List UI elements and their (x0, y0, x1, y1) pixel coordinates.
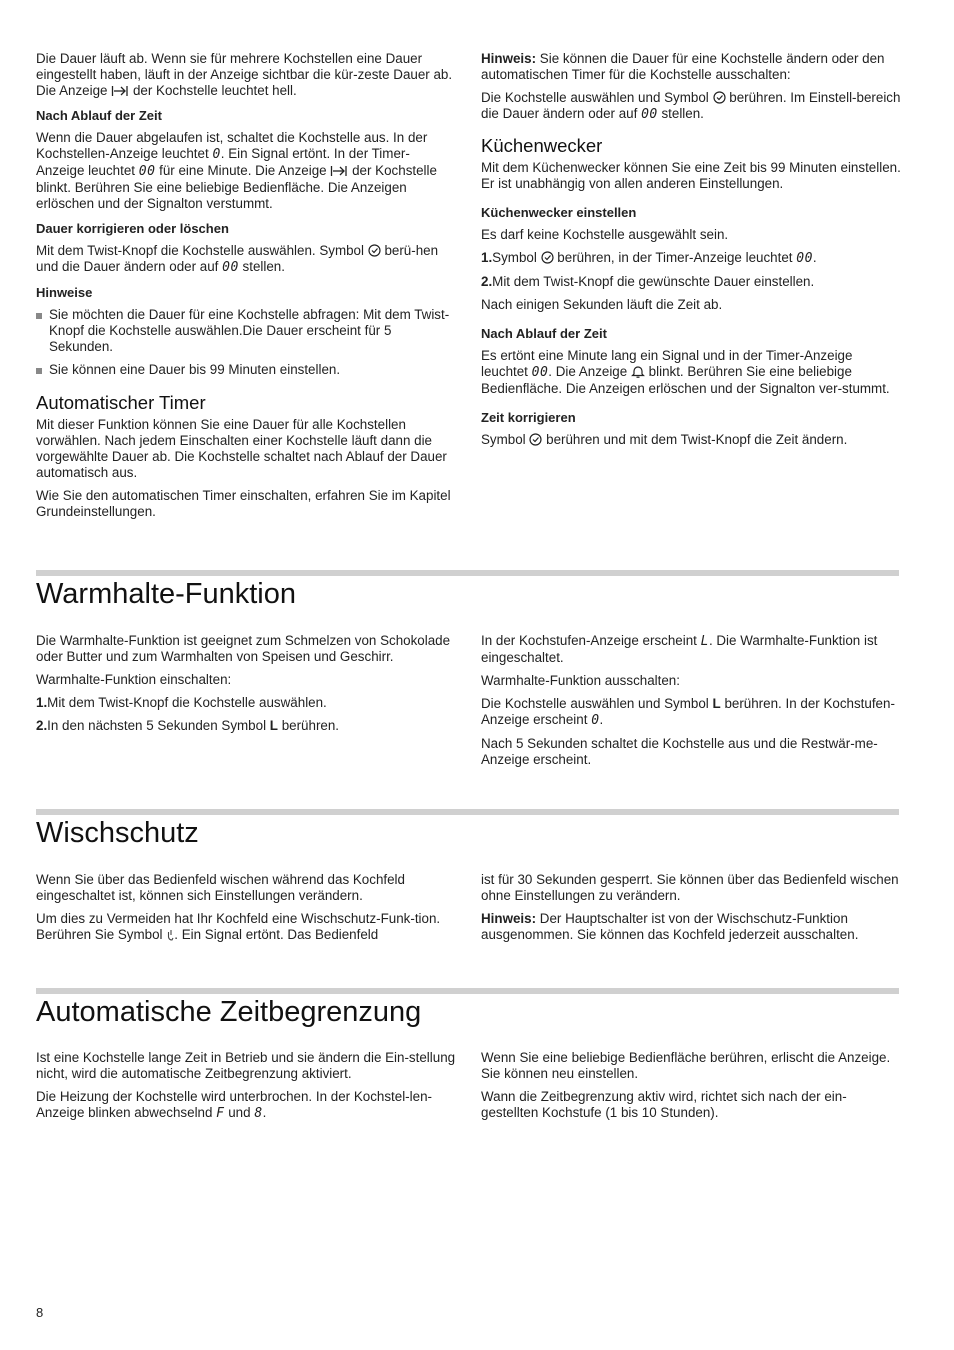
paragraph: Warmhalte-Funktion einschalten: (36, 672, 232, 687)
timer-clock-icon (368, 244, 381, 257)
subheading-nach-ablauf: Nach Ablauf der Zeit (36, 108, 162, 123)
timer-clock-icon (541, 251, 554, 264)
section-title-warmhalte: Warmhalte-Funktion (36, 578, 297, 610)
wischschutz-left-column (36, 872, 456, 950)
bullet-list (36, 307, 456, 378)
paragraph: Symbol berühren und mit dem Twist-Knopf die Zeit ändern. (481, 432, 848, 447)
paragraph: Warmhalte-Funktion ausschalten: (481, 673, 680, 688)
paragraph: Mit dem Küchenwecker können Sie eine Zeit bis 99 Minuten einstellen. Er ist unabhängig von allen anderen Einstellungen. (481, 160, 901, 191)
warmhalte-left-column (36, 633, 456, 741)
duration-arrow-icon (330, 165, 348, 177)
display-symbol: 0 (212, 147, 221, 162)
paragraph: Es darf keine Kochstelle ausgewählt sein. (481, 227, 729, 242)
display-symbol: 0 (591, 713, 600, 728)
section-divider (36, 570, 899, 576)
top-left-column (36, 51, 456, 527)
paragraph: Wenn Sie über das Bedienfeld wischen während das Kochfeld eingeschaltet ist, können sich Einstellungen verändern. (36, 872, 405, 903)
warm-symbol: L (269, 718, 278, 733)
paragraph: Ist eine Kochstelle lange Zeit in Betrieb und sie ändern die Ein-stellung nicht, wird die automatische Zeitbegrenzung aktiviert. (36, 1050, 456, 1081)
paragraph: Hinweis: Sie können die Dauer für eine Kochstelle ändern oder den automatischen Timer für die Kochstelle ausschalten: (481, 51, 885, 82)
warm-symbol: L (712, 696, 721, 711)
display-symbol: 00 (138, 164, 156, 179)
paragraph: Mit dem Twist-Knopf die Kochstelle auswählen. Symbol berü-hen und die Dauer ändern oder auf 00 stellen. (36, 243, 439, 275)
top-right-column (481, 51, 901, 455)
numbered-list (36, 695, 456, 734)
display-symbol: 00 (641, 107, 658, 122)
list-item: 1.Symbol berühren, in der Timer-Anzeige leuchtet 00. (481, 250, 817, 266)
paragraph: Um dies zu Vermeiden hat Ihr Kochfeld eine Wischschutz-Funk-tion. Berühren Sie Symbol . Ein Signal ertönt. Das Bedienfeld (36, 911, 441, 942)
paragraph: Die Warmhalte-Funktion ist geeignet zum Schmelzen von Schokolade oder Butter und zum Warmhalten von Speisen und Geschirr. (36, 633, 451, 664)
list-item: 2.Mit dem Twist-Knopf die gewünschte Dauer einstellen. (481, 274, 815, 289)
paragraph: ist für 30 Sekunden gesperrt. Sie können über das Bedienfeld wischen ohne Einstellungen zu verändern. (481, 872, 899, 903)
bell-icon (631, 365, 645, 378)
paragraph: Wenn Sie eine beliebige Bedienfläche berühren, erlischt die Anzeige. Sie können neu einstellen. (481, 1050, 891, 1081)
page-number: 8 (36, 1305, 44, 1320)
display-symbol: F (216, 1106, 225, 1121)
section-title-zeitbegrenzung: Automatische Zeitbegrenzung (36, 996, 422, 1028)
display-symbol: L (700, 634, 709, 649)
paragraph: Hinweis: Der Hauptschalter ist von der Wischschutz-Funktion ausgenommen. Sie können das Kochfeld jederzeit ausschalten. (481, 911, 859, 942)
zeitbegrenzung-right-column (481, 1050, 901, 1128)
section-divider (36, 988, 899, 994)
paragraph: Die Kochstelle auswählen und Symbol berühren. Im Einstell-bereich die Dauer ändern oder auf 00 stellen. (481, 90, 901, 122)
display-symbol: 8 (254, 1106, 263, 1121)
wischschutz-right-column (481, 872, 901, 950)
display-symbol: 00 (531, 365, 549, 380)
display-symbol: 00 (222, 260, 239, 275)
paragraph: Die Heizung der Kochstelle wird unterbrochen. In der Kochstel-len-Anzeige blinken abwechselnd F und 8. (36, 1089, 432, 1121)
list-item: Sie können eine Dauer bis 99 Minuten einstellen. (36, 362, 456, 378)
paragraph: Wann die Zeitbegrenzung aktiv wird, richtet sich nach der ein-gestellten Kochstufe (1 bis 10 Stunden). (481, 1089, 847, 1120)
list-item: 1.Mit dem Twist-Knopf die Kochstelle auswählen. (36, 695, 327, 710)
subheading-nach-ablauf: Nach Ablauf der Zeit (481, 326, 607, 341)
paragraph: Wie Sie den automatischen Timer einschalten, erfahren Sie im Kapitel Grundeinstellungen. (36, 488, 451, 519)
list-item: Sie möchten die Dauer für eine Kochstelle abfragen: Mit dem Twist-Knopf die Kochstelle auswählen.Die Dauer erscheint für 5 Sekunden. (36, 307, 456, 355)
display-symbol: 00 (796, 251, 813, 266)
warmhalte-right-column (481, 633, 901, 775)
paragraph: Nach einigen Sekunden läuft die Zeit ab. (481, 297, 723, 312)
list-item: 2.In den nächsten 5 Sekunden Symbol L berühren. (36, 718, 340, 733)
section-title-wischschutz: Wischschutz (36, 817, 199, 849)
duration-arrow-icon (111, 85, 129, 97)
timer-clock-icon (713, 91, 726, 104)
paragraph: Die Kochstelle auswählen und Symbol L berühren. In der Kochstufen-Anzeige erscheint 0. (481, 696, 895, 728)
section-divider (36, 809, 899, 815)
timer-clock-icon (529, 433, 542, 446)
paragraph: Nach 5 Sekunden schaltet die Kochstelle aus und die Restwär-me-Anzeige erscheint. (481, 736, 878, 767)
subheading-kuechenwecker-einstellen: Küchenwecker einstellen (481, 205, 637, 220)
paragraph: In der Kochstufen-Anzeige erscheint L. Die Warmhalte-Funktion ist eingeschaltet. (481, 633, 878, 665)
paragraph: Mit dieser Funktion können Sie eine Dauer für alle Kochstellen vorwählen. Nach jedem Einschalten einer Kochstelle läuft dann die vorgewählte Dauer ab. Die Kochstelle schaltet nach Ablauf der Dauer automatisch aus. (36, 417, 447, 480)
paragraph: Wenn die Dauer abgelaufen ist, schaltet die Kochstelle aus. In der Kochstellen-Anzeige leuchtet 0. Ein Signal ertönt. In der Timer-Anzeige leuchtet 00 für eine Minute. Die Anzeige der Kochstelle blinkt. Berühren Sie eine beliebige Bedienfläche. Die Anzeigen erlöschen und der Signalton verstummt. (36, 130, 437, 211)
numbered-list (481, 250, 901, 290)
subheading-zeit-korrigieren: Zeit korrigieren (481, 410, 576, 425)
subheading-dauer-korrigieren: Dauer korrigieren oder löschen (36, 221, 229, 236)
paragraph: Es ertönt eine Minute lang ein Signal und in der Timer-Anzeige leuchtet 00. Die Anzeige blinkt. Berühren Sie eine beliebige Bedienfläche. Die Anzeigen erlöschen und der Signalton ver-stummt. (481, 348, 890, 396)
heading-automatischer-timer: Automatischer Timer (36, 392, 206, 413)
zeitbegrenzung-left-column (36, 1050, 456, 1129)
paragraph: Die Dauer läuft ab. Wenn sie für mehrere Kochstellen eine Dauer eingestellt haben, läuft in der Anzeige sichtbar die kür-zeste Dauer ab. Die Anzeige der Kochstelle leuchtet hell. (36, 51, 453, 98)
heading-kuechenwecker: Küchenwecker (481, 135, 603, 156)
subheading-hinweise: Hinweise (36, 285, 93, 300)
